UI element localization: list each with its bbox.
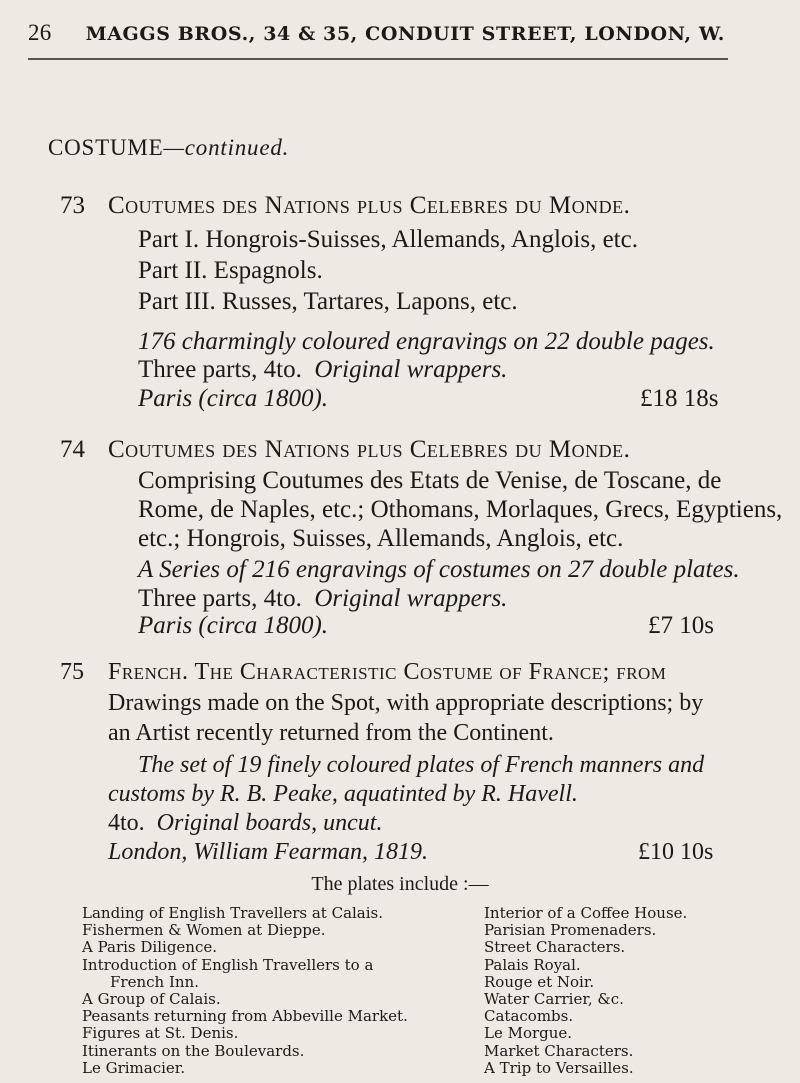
entry-format: Three parts, 4to.: [138, 585, 302, 612]
running-header: [28, 20, 768, 46]
entry-price: £10 10s: [638, 839, 714, 865]
entry-line: Rome, de Naples, etc.; Othomans, Morlaques, Grecs, Egyptiens,: [138, 496, 783, 523]
entry-line: Part I. Hongrois-Suisses, Allemands, Anglois, etc.: [138, 226, 638, 253]
plate-title: A Paris Diligence.: [82, 938, 217, 957]
entry-line: Comprising Coutumes des Etats de Venise, de Toscane, de: [138, 467, 722, 494]
entry-format-line: [138, 354, 507, 385]
plate-title: Fishermen & Women at Dieppe.: [82, 921, 326, 940]
entry-imprint: Paris (circa 1800).: [138, 385, 329, 412]
header-text: MAGGS BROS., 34 & 35, CONDUIT STREET, LONDON, W.: [85, 23, 726, 45]
section-heading: [48, 135, 289, 161]
entry-description: A Series of 216 engravings of costumes on 27 double plates.: [138, 556, 740, 583]
plate-title: Parisian Promenaders.: [484, 921, 657, 940]
entry-title: Coutumes des Nations plus Celebres du Monde.: [108, 192, 631, 219]
plates-list-right: [484, 905, 784, 1077]
entry-line: an Artist recently returned from the Continent.: [108, 720, 554, 746]
entry-line: Part III. Russes, Tartares, Lapons, etc.: [138, 288, 518, 315]
plate-title: Interior of a Coffee House.: [484, 904, 688, 922]
plate-title: A Trip to Versailles.: [484, 1058, 634, 1077]
plate-title: Le Grimacier.: [82, 1058, 186, 1077]
entry-number: 75: [60, 659, 84, 685]
plate-title: Street Characters.: [484, 938, 626, 957]
plates-intro: The plates include :—: [311, 873, 489, 895]
entry-line: etc.; Hongrois, Suisses, Allemands, Anglois, etc.: [138, 525, 624, 552]
section-continued: —continued.: [163, 135, 290, 160]
entry-price: £18 18s: [640, 385, 719, 412]
plate-title: Peasants returning from Abbeville Market.: [82, 1007, 408, 1026]
entry-description: 176 charmingly coloured engravings on 22 double pages.: [138, 328, 715, 355]
plate-title: Le Morgue.: [484, 1024, 573, 1043]
header-rule: [28, 58, 728, 60]
plate-title: Market Characters.: [484, 1041, 634, 1060]
entry-price: £7 10s: [648, 612, 714, 639]
entry-title: French. The Characteristic Costume of France; from: [108, 659, 667, 685]
entry-binding: Original wrappers.: [314, 585, 508, 612]
entry-format: 4to.: [108, 810, 145, 836]
entry-binding: Original wrappers.: [314, 356, 508, 383]
plate-title: Palais Royal.: [484, 955, 581, 974]
plate-title: Catacombs.: [484, 1007, 574, 1026]
entry-binding: Original boards, uncut.: [156, 810, 383, 836]
entry-title: Coutumes des Nations plus Celebres du Monde.: [108, 436, 631, 463]
entry-number: 74: [60, 436, 85, 463]
plate-title: Water Carrier, &c.: [484, 990, 624, 1009]
section-label: COSTUME: [48, 135, 164, 160]
entry-format: Three parts, 4to.: [138, 356, 302, 383]
entry-line: Part II. Espagnols.: [138, 257, 323, 284]
plate-title: Itinerants on the Boulevards.: [82, 1041, 305, 1060]
plate-title: Introduction of English Travellers to a: [82, 955, 374, 974]
plate-title: Figures at St. Denis.: [82, 1024, 239, 1043]
entry-description-line: The set of 19 finely coloured plates of French manners and: [138, 752, 705, 778]
plate-title: French Inn.: [110, 972, 199, 991]
entry-imprint: London, William Fearman, 1819.: [108, 839, 429, 865]
entry-imprint: Paris (circa 1800).: [138, 612, 329, 639]
entry-number: 73: [60, 192, 85, 219]
plates-list-left: [82, 905, 472, 1077]
plate-title: Landing of English Travellers at Calais.: [82, 904, 384, 922]
plate-title: A Group of Calais.: [82, 990, 221, 1009]
entry-line: Drawings made on the Spot, with appropriate descriptions; by: [108, 690, 704, 716]
entry-format-line: [108, 808, 382, 839]
page-number: 26: [28, 20, 52, 45]
plate-title: Rouge et Noir.: [484, 972, 595, 991]
entry-description-line: customs by R. B. Peake, aquatinted by R. Havell.: [108, 781, 578, 807]
